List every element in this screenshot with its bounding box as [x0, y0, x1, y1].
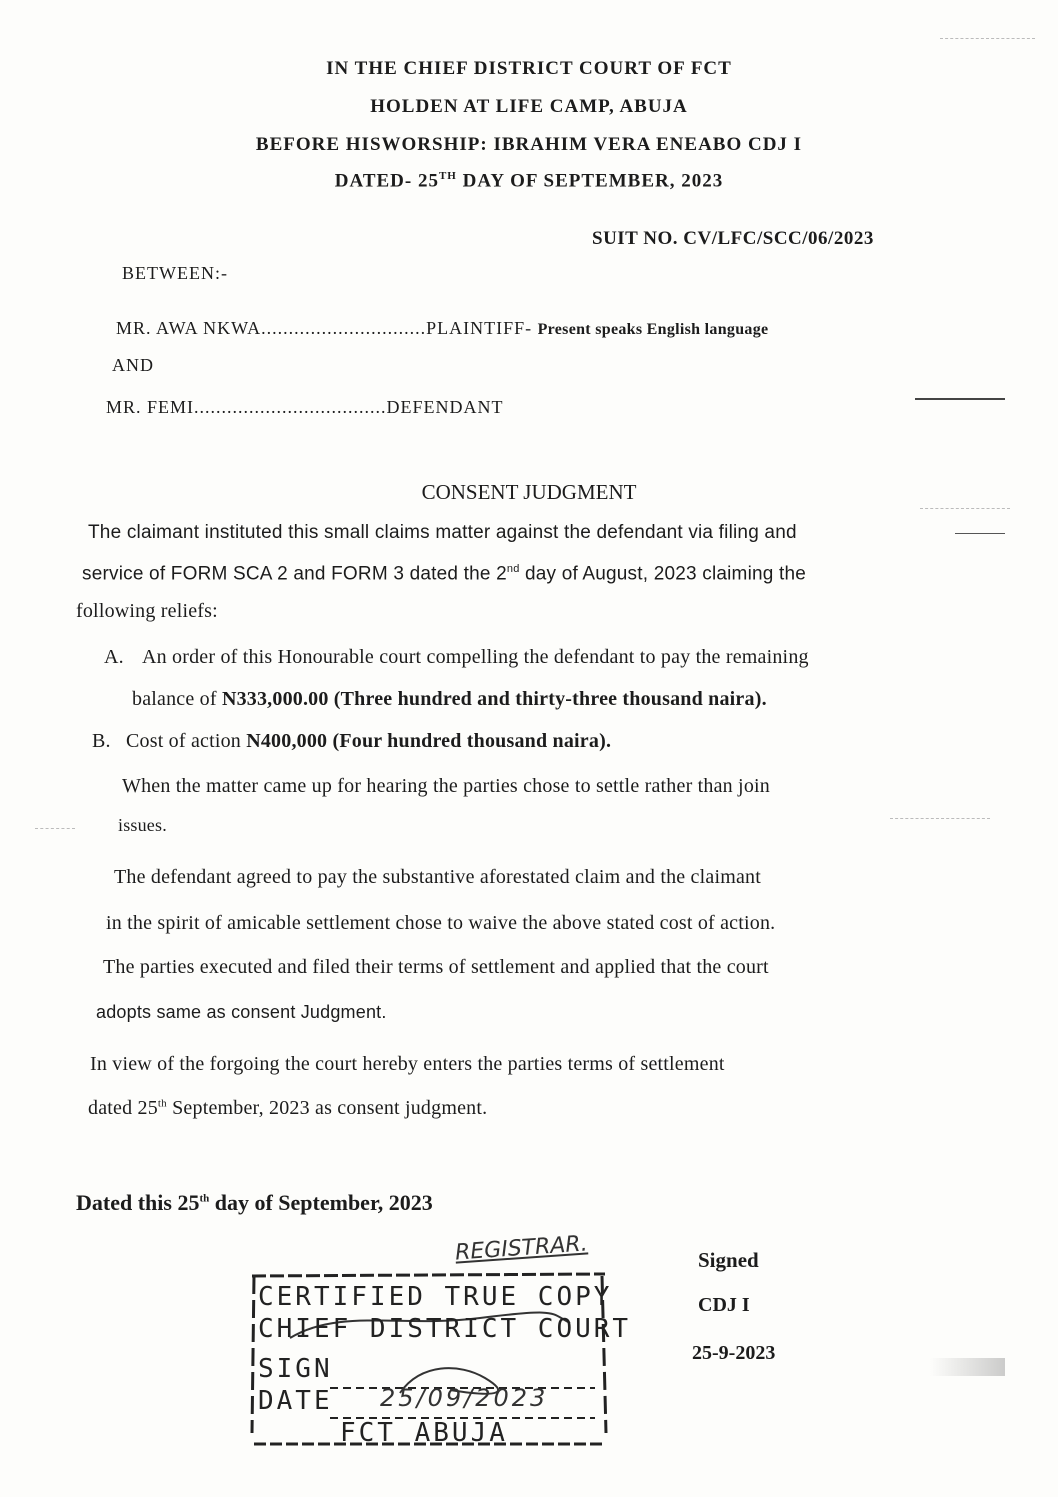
stamp-date-value: 25/09/2023	[380, 1384, 549, 1412]
intro-line-2-pre: service of FORM SCA 2 and FORM 3 dated the 2	[82, 563, 507, 585]
para3-line-2-pre: dated 25	[88, 1097, 158, 1119]
signer-title: CDJ I	[698, 1294, 750, 1316]
suit-number: SUIT NO. CV/LFC/SCC/06/2023	[592, 228, 874, 249]
scan-artifact	[35, 828, 75, 829]
presiding-judge: BEFORE HISWORSHIP: IBRAHIM VERA ENEABO CDJ I	[255, 134, 803, 155]
intro-line-2-sup: nd	[506, 563, 520, 575]
scan-artifact	[915, 398, 1005, 400]
relief-a-line-1: An order of this Honourable court compelling the defendant to pay the remaining	[142, 646, 809, 668]
scan-artifact	[920, 508, 1010, 509]
relief-b-line	[126, 730, 611, 753]
para2-line-3: The parties executed and filed their terms of settlement and applied that the court	[103, 956, 769, 978]
para1-line-1: When the matter came up for hearing the parties chose to settle rather than join	[122, 775, 770, 797]
court-name: IN THE CHIEF DISTRICT COURT OF FCT	[326, 58, 732, 79]
intro-line-2-post: day of August, 2023 claiming the	[519, 563, 807, 585]
para1-line-2: issues.	[118, 815, 167, 835]
relief-a-marker: A.	[104, 646, 124, 668]
dated-line-sup: th	[199, 1192, 210, 1205]
intro-line-1: The claimant instituted this small claims matter against the defendant via filing and	[88, 522, 797, 543]
para3-line-2	[88, 1097, 487, 1120]
plaintiff-role: .....PLAINTIFF-	[398, 318, 533, 338]
relief-b-amount: N400,000 (Four hundred thousand naira).	[246, 730, 612, 752]
dated-line	[76, 1190, 433, 1216]
hearing-date-sup: TH	[438, 170, 457, 182]
and-label: AND	[112, 355, 154, 375]
dated-line-post: day of September, 2023	[209, 1190, 433, 1215]
intro-line-3: following reliefs:	[76, 600, 218, 622]
dated-line-pre: Dated this 25	[76, 1190, 200, 1215]
scan-artifact	[940, 38, 1035, 39]
between-label: BETWEEN:-	[122, 263, 228, 283]
plaintiff-name: MR. AWA NKWA.........................	[116, 318, 399, 338]
stamp-line-2: CHIEF DISTRICT COURT	[258, 1314, 632, 1344]
relief-a-line-2	[132, 688, 767, 711]
court-location: HOLDEN AT LIFE CAMP, ABUJA	[370, 96, 688, 117]
para3-line-2-post: September, 2023 as consent judgment.	[166, 1097, 488, 1119]
hearing-date-prefix: DATED- 25	[334, 170, 439, 192]
scan-artifact	[890, 818, 990, 819]
para2-line-1: The defendant agreed to pay the substantive aforestated claim and the claimant	[114, 866, 762, 888]
stamp-place: FCT ABUJA	[340, 1418, 508, 1448]
hearing-date	[0, 170, 1058, 192]
plaintiff-line	[116, 318, 768, 339]
signature-date: 25-9-2023	[692, 1342, 776, 1364]
stamp-line-1: CERTIFIED TRUE COPY	[258, 1282, 613, 1312]
para3-line-2-sup: th	[157, 1097, 167, 1110]
stamp-sign-label: SIGN	[258, 1354, 333, 1384]
document-title: CONSENT JUDGMENT	[421, 480, 637, 504]
relief-b-pre: Cost of action	[126, 730, 247, 752]
certified-copy-stamp	[250, 1268, 632, 1448]
intro-line-2	[82, 563, 806, 585]
registrar-handwriting: REGISTRAR.	[454, 1231, 589, 1266]
para2-line-4: adopts same as consent Judgment.	[96, 1002, 387, 1022]
scan-artifact	[955, 533, 1005, 534]
hearing-date-suffix: DAY OF SEPTEMBER, 2023	[456, 170, 724, 192]
para2-line-2: in the spirit of amicable settlement chose to waive the above stated cost of action.	[106, 912, 776, 934]
relief-b-marker: B.	[92, 730, 111, 752]
defendant-role: .DEFENDANT	[381, 397, 504, 417]
defendant-line	[106, 397, 504, 418]
stamp-date-label: DATE	[258, 1386, 333, 1416]
relief-a-pre: balance of	[132, 688, 222, 710]
plaintiff-note: Present speaks English language	[537, 321, 769, 338]
signed-label: Signed	[698, 1248, 759, 1272]
para3-line-1: In view of the forgoing the court hereby enters the parties terms of settlement	[90, 1053, 725, 1075]
scan-artifact	[930, 1358, 1005, 1376]
defendant-name: MR. FEMI..................................	[106, 397, 382, 417]
relief-a-amount: N333,000.00 (Three hundred and thirty-three thousand naira).	[221, 688, 767, 710]
